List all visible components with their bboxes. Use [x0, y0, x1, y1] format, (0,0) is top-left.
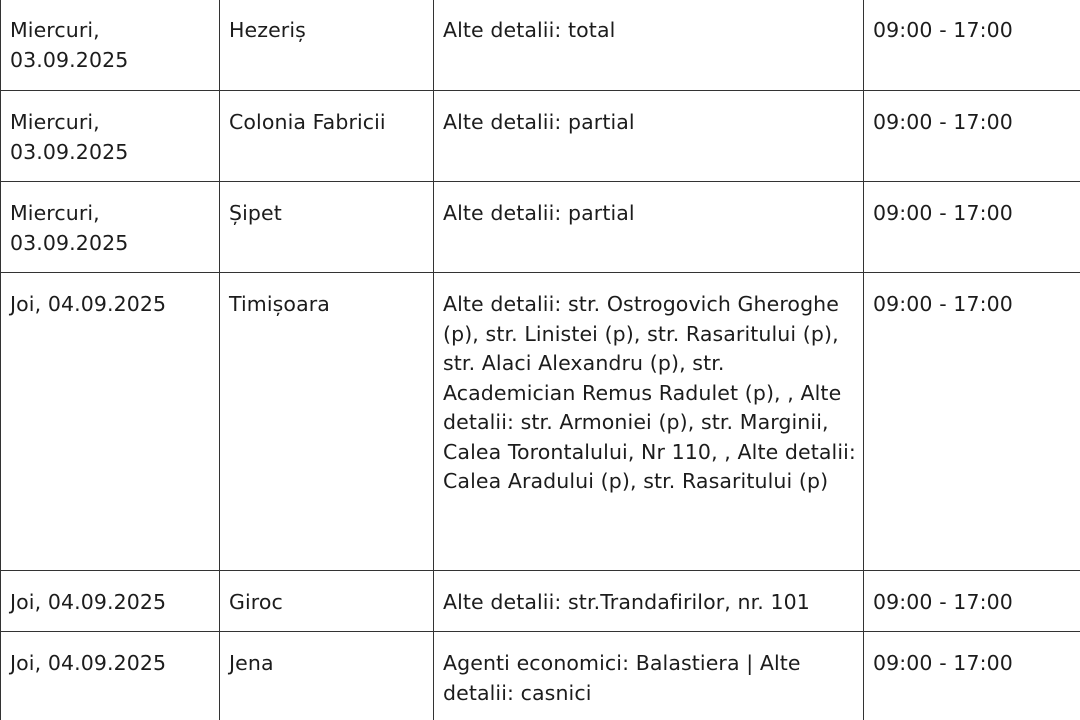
location-cell: Jena	[220, 632, 434, 720]
table-row	[1, 182, 1080, 273]
date-cell: Joi, 04.09.2025	[1, 273, 220, 571]
time-cell: 09:00 - 17:00	[864, 182, 1080, 273]
table-row	[1, 571, 1080, 632]
details-cell: Alte detalii: str.Trandafirilor, nr. 101	[434, 571, 864, 632]
time-cell: 09:00 - 17:00	[864, 0, 1080, 91]
location-cell: Giroc	[220, 571, 434, 632]
details-cell: Agenti economici: Balastiera | Alte detalii: casnici	[434, 632, 864, 720]
details-cell: Alte detalii: partial	[434, 91, 864, 182]
date-text: 03.09.2025	[10, 139, 129, 164]
location-cell: Colonia Fabricii	[220, 91, 434, 182]
time-cell: 09:00 - 17:00	[864, 632, 1080, 720]
date-cell	[1, 0, 220, 91]
location-cell: Șipet	[220, 182, 434, 273]
date-cell: Joi, 04.09.2025	[1, 571, 220, 632]
day-text: Miercuri,	[10, 18, 100, 42]
table-row	[1, 91, 1080, 182]
details-cell: Alte detalii: total	[434, 0, 864, 91]
day-text: Miercuri,	[10, 110, 100, 134]
table-row	[1, 632, 1080, 720]
date-cell	[1, 182, 220, 273]
date-text: 03.09.2025	[10, 230, 129, 255]
date-cell	[1, 91, 220, 182]
location-cell: Hezeriș	[220, 0, 434, 91]
location-cell: Timișoara	[220, 273, 434, 571]
details-cell: Alte detalii: partial	[434, 182, 864, 273]
details-cell: Alte detalii: str. Ostrogovich Gheroghe (p), str. Linistei (p), str. Rasaritului (p), str. Alaci Alexandru (p), str. Academician Remus Radulet (p), , Alte detalii: str. Armoniei (p), str. Marginii, Calea Torontalului, Nr 110, , Alte detalii: Calea Aradului (p), str. Rasaritului (p)	[434, 273, 864, 571]
table-row	[1, 0, 1080, 91]
day-text: Miercuri,	[10, 201, 100, 225]
time-cell: 09:00 - 17:00	[864, 273, 1080, 571]
date-text: 03.09.2025	[10, 47, 129, 72]
table-row	[1, 273, 1080, 571]
time-cell: 09:00 - 17:00	[864, 571, 1080, 632]
time-cell: 09:00 - 17:00	[864, 91, 1080, 182]
date-cell: Joi, 04.09.2025	[1, 632, 220, 720]
